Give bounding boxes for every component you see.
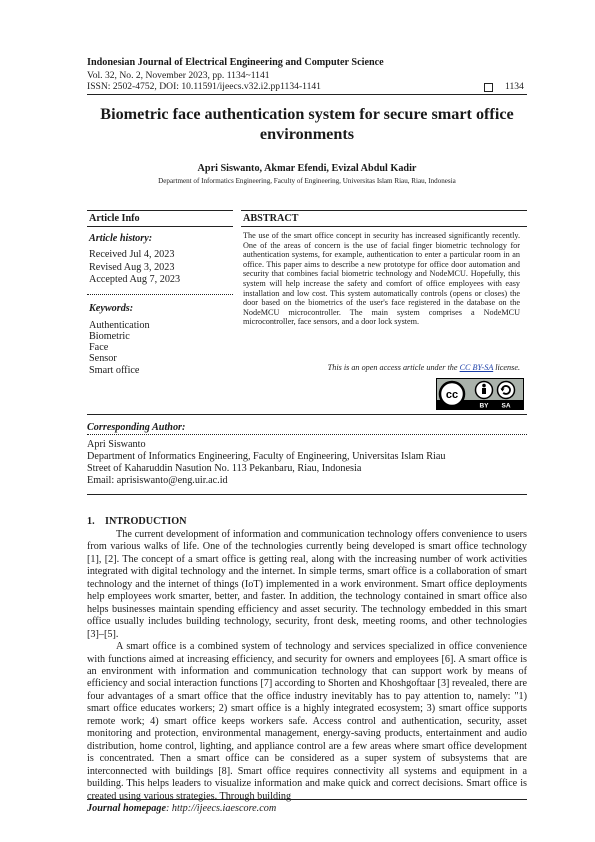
- abstract-heading: ABSTRACT: [243, 213, 299, 224]
- abstract-rule-mid: [241, 226, 527, 227]
- keywords-divider: [87, 294, 233, 295]
- corresponding-heading: Corresponding Author:: [87, 422, 186, 433]
- homepage-url[interactable]: : http://ijeecs.iaescore.com: [165, 803, 277, 814]
- cc-by-sa-badge-icon[interactable]: [436, 378, 524, 410]
- info-box-bottom-rule: [87, 414, 527, 415]
- license-suffix: license.: [493, 363, 520, 372]
- corresponding-department: Department of Informatics Engineering, Faculty of Engineering, Universitas Islam Riau: [87, 451, 446, 462]
- cc-badge-by: BY: [479, 402, 489, 409]
- keyword-item: Face: [89, 342, 109, 353]
- homepage-label: Journal homepage: [87, 803, 166, 814]
- section-heading: [87, 516, 187, 527]
- paragraph: A smart office is a combined system of technology and services specialized in office convenience with functions aimed at increasing efficiency, and security for owners and employees [6]. A smart office is an environment with information and communication technology that can support work by means of efficiency and social interaction functions [7] according to Shorten and Khoshgoftaar [3] revealed, there are four advantages of a smart office that the office industry inevitably has to pay attention to, namely: "1) smart office educates workers; 2) smart office is a highly integrated ecosystem; 3) smart office supports remote work; 4) smart office keeps workers safe. Access control and authentication, security, asset monitoring and protection, environmental management, energy-saving products, entertainment and audio distribution, home control, lighting, and appliance control are a few areas where smart office development is concentrated. Then a smart office can be considered as a super system of subsystems that are interconnected with buildings [8]. Smart office requires connectivity all systems and equipment in a building. This helps leaders to visualize information and make quick and correct decisions. Smart office is created using various strategies. Through building: [87, 641, 527, 802]
- paragraph: The current development of information and communication technology offers convenience to users from various walks of life. One of the technologies currently being developed is smart office technology [1], [2]. The concept of a smart office is getting real, along with the increasing number of work activities integrated with digital technology and the internet. In simple terms, smart office is a collaboration of smart technology and the internet of things (IoT) implemented in a work environment. Smart office deployments help employees work smarter, better, and faster. In addition, the technology contained in smart office also helps businesses maintain spending efficiency and asset security. The technology embedded in this smart office usually includes building technology, security, front desk, meeting rooms, and other technologies [3]–[5].: [87, 529, 527, 640]
- volume-line: Vol. 32, No. 2, November 2023, pp. 1134~1141: [87, 70, 270, 81]
- corresponding-divider: [87, 434, 527, 435]
- keywords-heading: Keywords:: [89, 303, 134, 314]
- journal-homepage: [87, 803, 276, 814]
- author-list: Apri Siswanto, Akmar Efendi, Evizal Abdul Kadir: [197, 163, 417, 174]
- received-date: Received Jul 4, 2023: [89, 249, 175, 260]
- corresponding-email: Email: aprisiswanto@eng.uir.ac.id: [87, 475, 228, 486]
- cc-badge-graphic: [437, 379, 523, 409]
- section-number: 1.: [87, 516, 95, 527]
- article-info-rule-top: [87, 210, 233, 211]
- abstract-text: The use of the smart office concept in security has increased significantly recently. One of the areas of concern is the use of facial finger biometric technology for authentication systems, for example, authentication to enter a particular room in an office. This paper aims to describe a new prototype for office door automation and security that combines facial biometric technology and NodeMCU. Hopefully, this system will help increase the safety and comfort of office employees with easy installation and low cost. This system automatically controls (opens or closes) the door based on the biometrics of the user's face registered in the database on the NodeMCU microcontroller. The main system comprises a NodeMCU microcontroller, face sensors, and a door lock system.: [243, 231, 520, 327]
- cc-badge-sa: SA: [501, 402, 511, 409]
- keyword-item: Smart office: [89, 365, 140, 376]
- cc-by-sa-link[interactable]: CC BY-SA: [459, 363, 494, 372]
- corresponding-street: Street of Kaharuddin Nasution No. 113 Pekanbaru, Riau, Indonesia: [87, 463, 362, 474]
- introduction-body: [87, 529, 527, 803]
- abstract-rule-top: [241, 210, 527, 211]
- issn-doi-line: ISSN: 2502-4752, DOI: 10.11591/ijeecs.v32.i2.pp1134-1141: [87, 81, 321, 92]
- paper-title: Biometric face authentication system for secure smart office environments: [100, 105, 514, 143]
- keyword-item: Authentication: [89, 320, 150, 331]
- section-title: INTRODUCTION: [105, 516, 187, 527]
- cc-badge-text: cc: [445, 389, 459, 401]
- journal-name: Indonesian Journal of Electrical Engineering and Computer Science: [87, 57, 384, 68]
- article-info-heading: Article Info: [89, 213, 140, 224]
- license-statement: [243, 363, 520, 372]
- license-prefix: This is an open access article under the: [327, 363, 460, 372]
- keyword-item: Biometric: [89, 331, 130, 342]
- keyword-item: Sensor: [89, 353, 117, 364]
- page-number: 1134: [505, 81, 524, 92]
- article-info-rule-mid: [87, 226, 233, 227]
- footer-rule: [87, 799, 527, 800]
- page-box-icon: [484, 83, 493, 92]
- affiliation: Department of Informatics Engineering, Faculty of Engineering, Universitas Islam Riau, Riau, Indonesia: [158, 177, 456, 185]
- revised-date: Revised Aug 3, 2023: [89, 262, 175, 273]
- header-rule: [87, 94, 527, 95]
- accepted-date: Accepted Aug 7, 2023: [89, 274, 181, 285]
- corresponding-bottom-rule: [87, 494, 527, 495]
- history-heading: Article history:: [89, 233, 153, 244]
- corresponding-name: Apri Siswanto: [87, 439, 146, 450]
